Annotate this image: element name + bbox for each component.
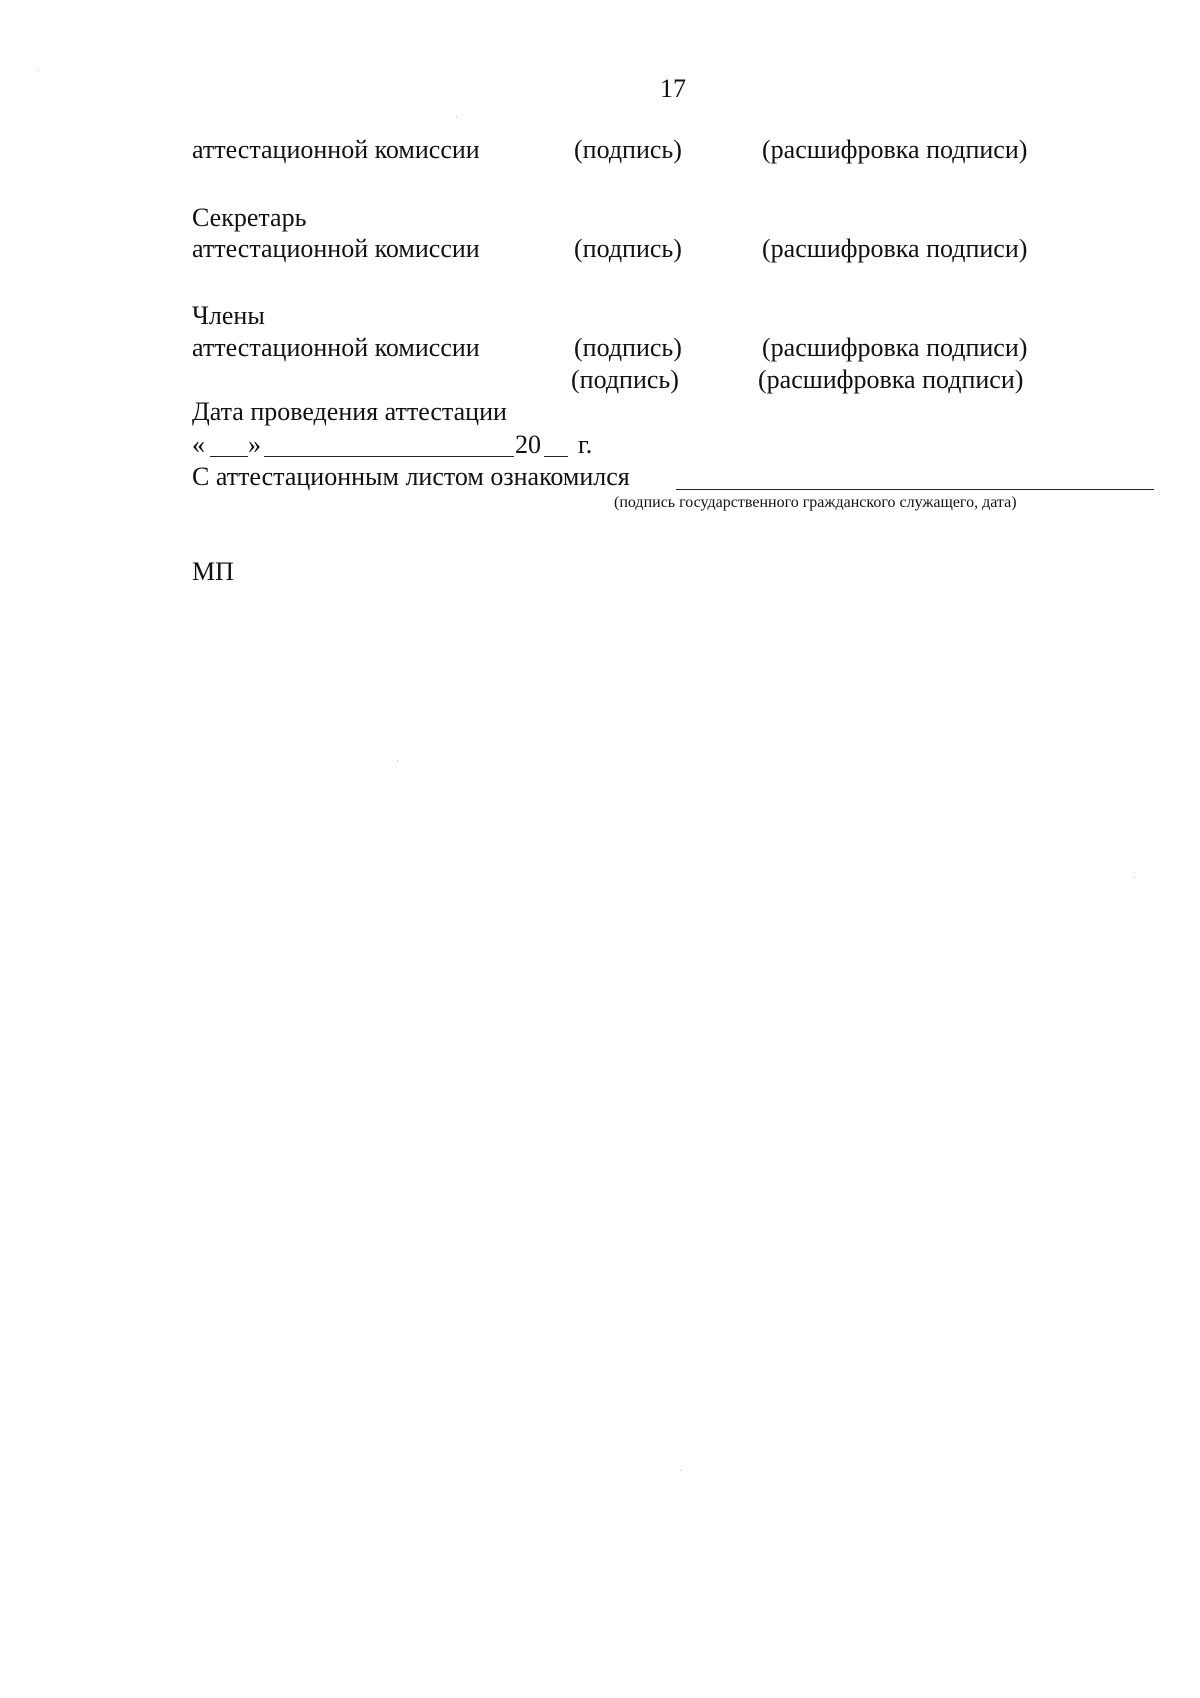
chair-commission-label: аттестационной комиссии (192, 135, 480, 164)
scan-speck (456, 116, 457, 117)
acknowledgement-label: С аттестационным листом ознакомился (192, 462, 630, 491)
scan-speck (38, 70, 39, 71)
member-1-signature-label: (подпись) (574, 333, 682, 362)
year-suffix: г. (578, 430, 593, 459)
attestation-date-label: Дата проведения аттестации (192, 397, 507, 426)
member-2-signature-decoding-label: (расшифровка подписи) (758, 365, 1024, 394)
year-blank (544, 456, 568, 457)
acknowledgement-caption: (подпись государственного гражданского служащего, дата) (614, 494, 1017, 511)
scan-speck (1134, 877, 1135, 878)
member-1-signature-decoding-label: (расшифровка подписи) (762, 333, 1028, 362)
page-number: 17 (660, 74, 686, 103)
day-blank (210, 456, 248, 457)
acknowledgement-signature-blank (676, 489, 1154, 490)
members-commission-label: аттестационной комиссии (192, 333, 480, 362)
secretary-signature-decoding-label: (расшифровка подписи) (762, 234, 1028, 263)
secretary-signature-label: (подпись) (574, 234, 682, 263)
scan-speck (680, 1470, 681, 1471)
member-2-signature-label: (подпись) (571, 365, 679, 394)
scan-speck (397, 760, 398, 761)
members-title: Члены (192, 301, 265, 330)
chair-signature-decoding-label: (расшифровка подписи) (762, 135, 1028, 164)
stamp-place-label: МП (192, 557, 234, 586)
secretary-commission-label: аттестационной комиссии (192, 234, 480, 263)
year-prefix: 20 (515, 430, 541, 459)
date-close-quote: » (248, 430, 261, 459)
chair-signature-label: (подпись) (574, 135, 682, 164)
date-open-quote: « (192, 430, 205, 459)
secretary-title: Секретарь (192, 203, 307, 232)
month-blank (264, 456, 514, 457)
